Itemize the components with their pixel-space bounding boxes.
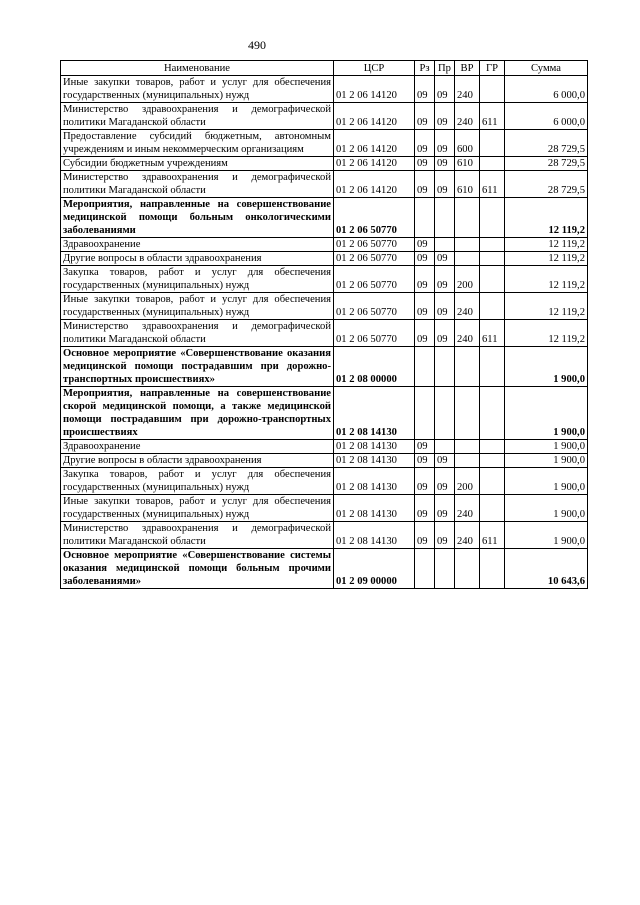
cell-gr <box>480 76 505 103</box>
cell-rz: 09 <box>415 468 435 495</box>
cell-csr: 01 2 06 14120 <box>334 76 415 103</box>
cell-rz: 09 <box>415 320 435 347</box>
table-row <box>61 549 588 589</box>
cell-rz: 09 <box>415 103 435 130</box>
cell-csr: 01 2 06 50770 <box>334 293 415 320</box>
cell-name: Здравоохранение <box>61 440 334 454</box>
cell-rz: 09 <box>415 266 435 293</box>
cell-gr <box>480 440 505 454</box>
cell-gr <box>480 454 505 468</box>
cell-csr: 01 2 08 14130 <box>334 468 415 495</box>
cell-pr: 09 <box>435 103 455 130</box>
table-row <box>61 266 588 293</box>
cell-vr: 240 <box>455 103 480 130</box>
cell-sum: 1 900,0 <box>505 522 588 549</box>
header-gr: ГР <box>480 61 505 76</box>
cell-name: Основное мероприятие «Совершенствование оказания медицинской помощи пострадавшим при дорожно-транспортных происшествиях» <box>61 347 334 387</box>
cell-csr: 01 2 06 50770 <box>334 266 415 293</box>
cell-csr: 01 2 08 14130 <box>334 495 415 522</box>
cell-pr: 09 <box>435 454 455 468</box>
cell-gr: 611 <box>480 103 505 130</box>
cell-vr: 240 <box>455 495 480 522</box>
cell-sum: 1 900,0 <box>505 440 588 454</box>
cell-vr <box>455 549 480 589</box>
cell-pr <box>435 238 455 252</box>
cell-name: Предоставление субсидий бюджетным, автономным учреждениям и иным некоммерческим организациям <box>61 130 334 157</box>
cell-pr: 09 <box>435 495 455 522</box>
cell-vr: 240 <box>455 76 480 103</box>
cell-vr: 600 <box>455 130 480 157</box>
cell-csr: 01 2 06 14120 <box>334 157 415 171</box>
table-row <box>61 495 588 522</box>
cell-pr <box>435 440 455 454</box>
cell-rz: 09 <box>415 454 435 468</box>
cell-gr <box>480 347 505 387</box>
cell-vr <box>455 252 480 266</box>
cell-pr: 09 <box>435 252 455 266</box>
cell-sum: 6 000,0 <box>505 76 588 103</box>
cell-name: Другие вопросы в области здравоохранения <box>61 454 334 468</box>
table-header-row <box>61 61 588 76</box>
cell-pr: 09 <box>435 266 455 293</box>
cell-rz <box>415 387 435 440</box>
header-pr: Пр <box>435 61 455 76</box>
cell-gr <box>480 293 505 320</box>
table-row <box>61 293 588 320</box>
cell-vr <box>455 198 480 238</box>
cell-pr: 09 <box>435 130 455 157</box>
cell-pr: 09 <box>435 171 455 198</box>
table-row <box>61 76 588 103</box>
cell-gr: 611 <box>480 171 505 198</box>
cell-csr: 01 2 08 14130 <box>334 522 415 549</box>
header-sum: Сумма <box>505 61 588 76</box>
cell-rz: 09 <box>415 252 435 266</box>
header-rz: Рз <box>415 61 435 76</box>
cell-vr: 610 <box>455 157 480 171</box>
table-row <box>61 252 588 266</box>
table-row <box>61 103 588 130</box>
cell-sum: 12 119,2 <box>505 252 588 266</box>
cell-csr: 01 2 08 14130 <box>334 440 415 454</box>
cell-gr <box>480 387 505 440</box>
cell-vr: 240 <box>455 293 480 320</box>
cell-gr <box>480 252 505 266</box>
cell-csr: 01 2 08 14130 <box>334 387 415 440</box>
cell-vr: 200 <box>455 266 480 293</box>
cell-pr <box>435 198 455 238</box>
cell-csr: 01 2 06 50770 <box>334 252 415 266</box>
header-name: Наименование <box>61 61 334 76</box>
cell-gr: 611 <box>480 522 505 549</box>
table-body <box>61 76 588 589</box>
cell-csr: 01 2 08 00000 <box>334 347 415 387</box>
cell-rz: 09 <box>415 495 435 522</box>
cell-gr <box>480 549 505 589</box>
header-vr: ВР <box>455 61 480 76</box>
cell-csr: 01 2 06 50770 <box>334 198 415 238</box>
cell-gr <box>480 495 505 522</box>
cell-name: Закупка товаров, работ и услуг для обеспечения государственных (муниципальных) нужд <box>61 266 334 293</box>
cell-name: Мероприятия, направленные на совершенствование медицинской помощи больным онкологическими заболеваниями <box>61 198 334 238</box>
cell-pr: 09 <box>435 293 455 320</box>
cell-pr: 09 <box>435 76 455 103</box>
cell-pr: 09 <box>435 522 455 549</box>
cell-csr: 01 2 06 14120 <box>334 103 415 130</box>
cell-sum: 10 643,6 <box>505 549 588 589</box>
cell-name: Мероприятия, направленные на совершенствование скорой медицинской помощи, а также медицинской помощи пострадавшим при дорожно-транспортных происшествиях <box>61 387 334 440</box>
page-number: 490 <box>248 38 266 52</box>
cell-csr: 01 2 06 50770 <box>334 320 415 347</box>
cell-rz: 09 <box>415 130 435 157</box>
table-row <box>61 157 588 171</box>
header-csr: ЦСР <box>334 61 415 76</box>
cell-sum: 12 119,2 <box>505 238 588 252</box>
table-row <box>61 238 588 252</box>
cell-pr <box>435 387 455 440</box>
cell-sum: 1 900,0 <box>505 387 588 440</box>
cell-gr <box>480 468 505 495</box>
cell-rz: 09 <box>415 157 435 171</box>
cell-name: Закупка товаров, работ и услуг для обеспечения государственных (муниципальных) нужд <box>61 468 334 495</box>
cell-sum: 12 119,2 <box>505 266 588 293</box>
table-row <box>61 440 588 454</box>
budget-table <box>60 60 588 589</box>
cell-name: Основное мероприятие «Совершенствование системы оказания медицинской помощи больным прочими заболеваниями» <box>61 549 334 589</box>
cell-sum: 6 000,0 <box>505 103 588 130</box>
table-row <box>61 387 588 440</box>
cell-sum: 1 900,0 <box>505 454 588 468</box>
cell-name: Здравоохранение <box>61 238 334 252</box>
cell-sum: 1 900,0 <box>505 347 588 387</box>
cell-sum: 12 119,2 <box>505 198 588 238</box>
table-row <box>61 198 588 238</box>
table-row <box>61 320 588 347</box>
cell-csr: 01 2 06 14120 <box>334 171 415 198</box>
cell-rz <box>415 347 435 387</box>
cell-rz <box>415 549 435 589</box>
cell-csr: 01 2 06 14120 <box>334 130 415 157</box>
cell-vr: 610 <box>455 171 480 198</box>
cell-vr <box>455 454 480 468</box>
cell-rz: 09 <box>415 76 435 103</box>
cell-pr: 09 <box>435 468 455 495</box>
cell-csr: 01 2 06 50770 <box>334 238 415 252</box>
cell-rz <box>415 198 435 238</box>
cell-gr <box>480 157 505 171</box>
cell-rz: 09 <box>415 238 435 252</box>
cell-vr <box>455 440 480 454</box>
cell-csr: 01 2 09 00000 <box>334 549 415 589</box>
cell-gr <box>480 130 505 157</box>
cell-rz: 09 <box>415 171 435 198</box>
cell-vr: 200 <box>455 468 480 495</box>
cell-rz: 09 <box>415 440 435 454</box>
cell-pr: 09 <box>435 320 455 347</box>
cell-sum: 28 729,5 <box>505 171 588 198</box>
cell-sum: 12 119,2 <box>505 293 588 320</box>
cell-gr <box>480 238 505 252</box>
cell-gr <box>480 266 505 293</box>
table-row <box>61 468 588 495</box>
cell-name: Министерство здравоохранения и демографической политики Магаданской области <box>61 320 334 347</box>
cell-sum: 28 729,5 <box>505 157 588 171</box>
cell-sum: 1 900,0 <box>505 468 588 495</box>
cell-name: Иные закупки товаров, работ и услуг для обеспечения государственных (муниципальных) нужд <box>61 76 334 103</box>
cell-name: Министерство здравоохранения и демографической политики Магаданской области <box>61 522 334 549</box>
cell-gr <box>480 198 505 238</box>
cell-gr: 611 <box>480 320 505 347</box>
cell-csr: 01 2 08 14130 <box>334 454 415 468</box>
cell-rz: 09 <box>415 522 435 549</box>
cell-rz: 09 <box>415 293 435 320</box>
cell-name: Субсидии бюджетным учреждениям <box>61 157 334 171</box>
cell-name: Иные закупки товаров, работ и услуг для обеспечения государственных (муниципальных) нужд <box>61 495 334 522</box>
cell-vr: 240 <box>455 320 480 347</box>
table-row <box>61 130 588 157</box>
table-row <box>61 171 588 198</box>
cell-name: Другие вопросы в области здравоохранения <box>61 252 334 266</box>
table-row <box>61 522 588 549</box>
cell-sum: 12 119,2 <box>505 320 588 347</box>
table-row <box>61 347 588 387</box>
cell-pr: 09 <box>435 157 455 171</box>
cell-name: Министерство здравоохранения и демографической политики Магаданской области <box>61 171 334 198</box>
cell-name: Иные закупки товаров, работ и услуг для обеспечения государственных (муниципальных) нужд <box>61 293 334 320</box>
cell-vr: 240 <box>455 522 480 549</box>
cell-vr <box>455 238 480 252</box>
cell-vr <box>455 347 480 387</box>
table-row <box>61 454 588 468</box>
cell-vr <box>455 387 480 440</box>
cell-name: Министерство здравоохранения и демографической политики Магаданской области <box>61 103 334 130</box>
cell-pr <box>435 347 455 387</box>
cell-sum: 28 729,5 <box>505 130 588 157</box>
cell-sum: 1 900,0 <box>505 495 588 522</box>
cell-pr <box>435 549 455 589</box>
